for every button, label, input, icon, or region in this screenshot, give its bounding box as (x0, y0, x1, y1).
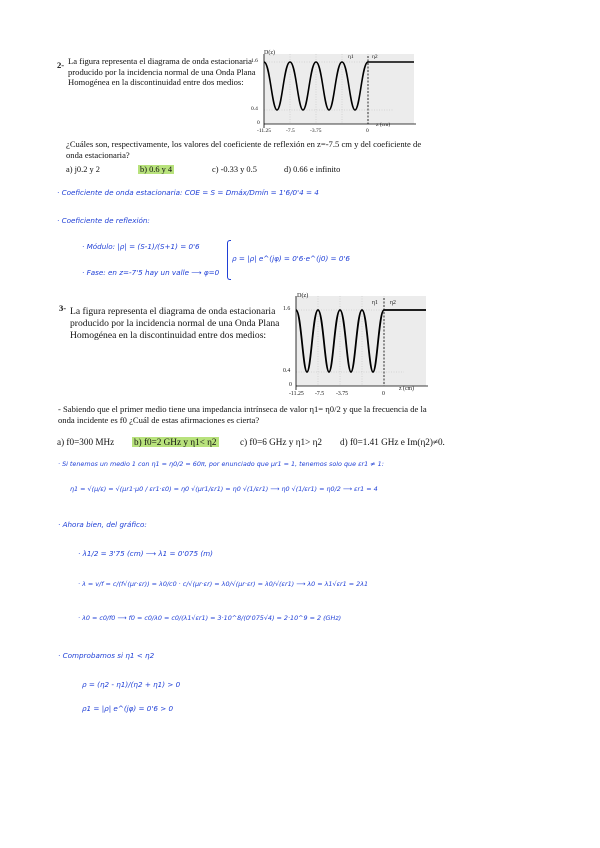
question-2-prompt-line-1: ¿Cuáles son, respectivamente, los valores del coeficiente de reflexión en z=-7.5 cm y del coeficiente de (66, 139, 422, 149)
plot-2-ytick-2: 0.4 (251, 106, 258, 112)
plot-3-xtick-3: -3.75 (336, 391, 349, 397)
note-3-frequency: · λ0 = c0/f0 ⟶ f0 = c0/λ0 = c0/(λ1√εr1) = 3·10^8/(0'075√4) = 2·10^9 = 2 (GHz) (78, 614, 342, 622)
plot-2-xtick-3: -3.75 (310, 128, 322, 134)
plot-3-xtick-1: -11.25 (289, 391, 304, 397)
plot-3-ytick-1: 1.6 (283, 306, 291, 312)
plot-2-ytick-1: 1.6 (251, 58, 258, 64)
plot-2-ytick-3: 0 (257, 120, 260, 126)
plot-2-xtick-2: -7.5 (286, 128, 295, 134)
q2-option-a[interactable]: a) j0.2 y 2 (66, 165, 100, 174)
question-3-number: 3- (59, 303, 67, 313)
note-3-impedance: η1 = √(μ/ε) = √(μr1·μ0 / εr1·ε0) = η0 √(μr1/εr1) = η0 √(1/εr1) ⟶ η0 √(1/εr1) = η0/2 ⟶ εr1 = 4 (70, 485, 378, 493)
plot-2-y-title: D(z) (264, 50, 275, 56)
note-2-modulo: · Módulo: |ρ| = (S-1)/(S+1) = 0'6 (82, 242, 200, 251)
question-2-stem-line-3: Homogénea en la discontinuidad entre dos medios: (68, 77, 244, 88)
plot-3-medium-1: η1 (372, 300, 378, 306)
q3-option-b[interactable]: b) f0=2 GHz y η1< η2 (134, 437, 217, 447)
plot-3-xtick-2: -7.5 (315, 391, 325, 397)
plot-3-ytick-2: 0.4 (283, 368, 291, 374)
q2-option-c[interactable]: c) -0.33 y 0.5 (212, 165, 257, 174)
note-3-rho1: ρ1 = |ρ| e^(jφ) = 0'6 > 0 (82, 704, 174, 713)
plot-3-x-label: z (cm) (399, 386, 414, 392)
note-2-coef-reflexion: · Coeficiente de reflexión: (57, 216, 150, 225)
plot-3-y-title: D(z) (297, 292, 309, 299)
q3-option-c[interactable]: c) f0=6 GHz y η1> η2 (240, 437, 322, 447)
question-3-prompt-line-1: - Sabiendo que el primer medio tiene una impedancia intrínseca de valor η1= η0/2 y que la frecuencia de la (58, 404, 427, 414)
question-2-stem-line-2: producido por la incidencia normal de una Onda Plana (68, 66, 256, 77)
question-2-stem (68, 56, 256, 88)
q2-option-d[interactable]: d) 0.66 e infinito (284, 165, 341, 174)
note-3-compare: · Comprobamos si η1 < η2 (58, 651, 155, 660)
question-3-stem-line-3: Homogénea en la discontinuidad entre dos medios: (70, 330, 267, 341)
q2-option-b[interactable]: b) 0.6 y 4 (140, 165, 173, 174)
plot-2-xtick-1: -11.25 (257, 128, 272, 134)
plot-2-xtick-4: 0 (366, 128, 369, 134)
question-3-stem-line-2: producido por la incidencia normal de una Onda Plana (70, 318, 280, 329)
question-3-stem (70, 306, 279, 342)
plot-2-x-label: z (cm) (376, 122, 391, 128)
note-2-coe: · Coeficiente de onda estacionaria: COE = S = Dmáx/Dmín = 1'6/0'4 = 4 (57, 188, 319, 197)
note-2-brace (227, 240, 231, 280)
note-2-fase: · Fase: en z=-7'5 hay un valle ⟶ φ=0 (82, 268, 220, 277)
plot-3-medium-2: η2 (390, 300, 396, 306)
note-3-grafico: · Ahora bien, del gráfico: (58, 520, 147, 529)
note-3-lambda: · λ = v/f = c/(f√(μr·εr)) = λ0/c0 · c/√(μr·εr) = λ0/√(μr·εr) = λ0/√(εr1) ⟶ λ0 = λ1√εr1 = 2λ1 (78, 580, 369, 588)
question-2-number: 2- (57, 60, 65, 70)
q3-option-d[interactable]: d) f0=1.41 GHz e Im(η2)≠0. (340, 437, 445, 447)
standing-wave-plot-2 (248, 50, 424, 138)
note-2-result: ρ = |ρ| e^(jφ) = 0'6·e^(j0) = 0'6 (232, 254, 350, 263)
plot-3-ytick-3: 0 (289, 382, 292, 388)
q3-option-a[interactable]: a) f0=300 MHz (57, 437, 115, 447)
plot-2-medium-1: η1 (348, 54, 354, 60)
standing-wave-plot-3 (282, 292, 432, 400)
question-3-prompt (58, 404, 427, 426)
plot-2-medium-2: η2 (372, 54, 378, 60)
question-2-stem-line-1: La figura representa el diagrama de onda estacionaria (68, 56, 252, 66)
question-2-prompt-line-2: onda estacionaria? (66, 149, 130, 160)
note-3-lambda1: · λ1/2 = 3'75 (cm) ⟶ λ1 = 0'075 (m) (78, 549, 213, 558)
question-2-prompt (66, 139, 421, 160)
plot-3-xtick-4: 0 (382, 391, 385, 397)
question-3-prompt-line-2: onda incidente es f0 ¿Cuál de estas afirmaciones es cierta? (58, 415, 260, 425)
note-3-rho: ρ = (η2 - η1)/(η2 + η1) > 0 (82, 680, 181, 689)
question-3-stem-line-1: La figura representa el diagrama de onda estacionaria (70, 306, 276, 317)
note-3-medium: · Si tenemos un medio 1 con η1 = η0/2 = 60π, por enunciado que μr1 = 1, tenemos solo que εr1 ≠ 1: (58, 460, 384, 468)
